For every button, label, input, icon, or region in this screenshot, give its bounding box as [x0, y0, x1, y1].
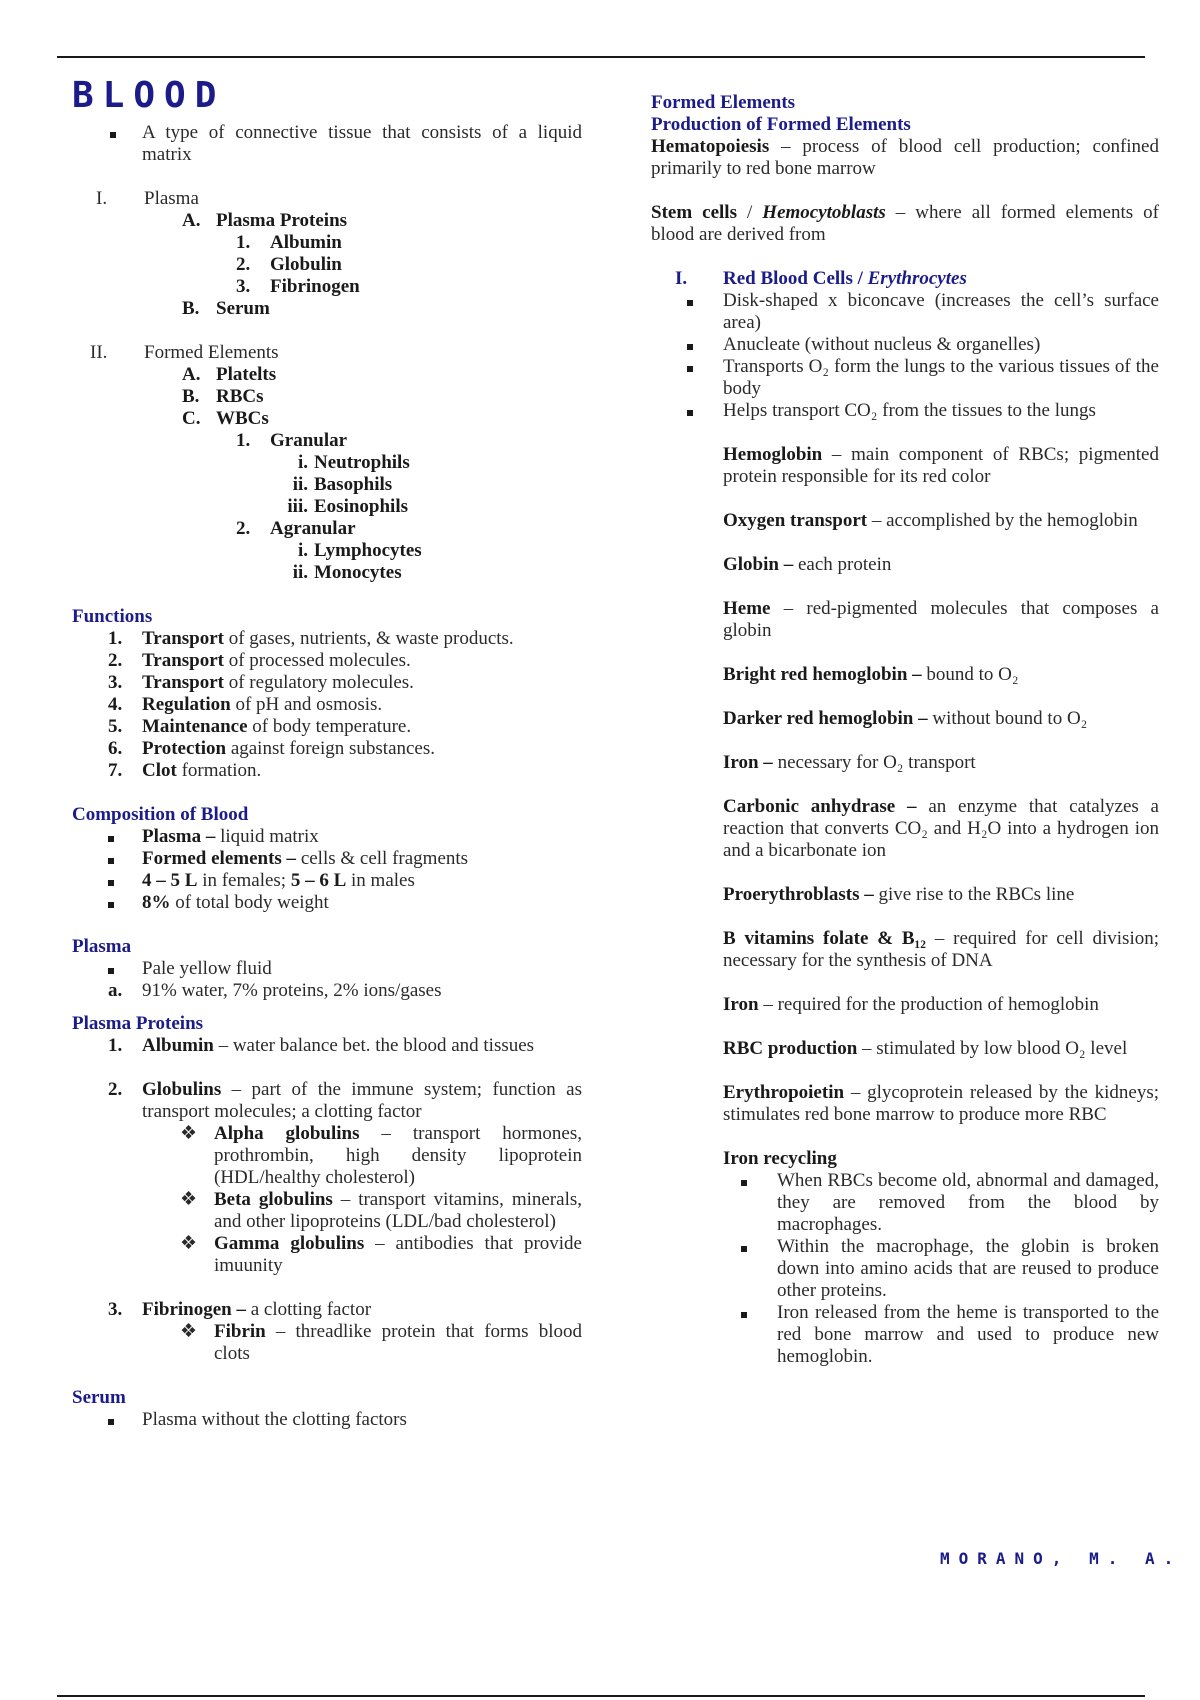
- rbc-heading: I. Red Blood Cells / Erythrocytes: [675, 268, 967, 289]
- outline-granular: 1. Granular: [236, 430, 348, 451]
- bullet-icon: [687, 366, 693, 372]
- bullet-icon: [687, 410, 693, 416]
- globulins-item: 2. Globulins – part of the immune system; function as transport molecules; a clotting factor: [108, 1079, 582, 1122]
- serum-heading: Serum: [72, 1387, 126, 1408]
- bullet-icon: [108, 902, 114, 908]
- function-item: 5. Maintenance of body temperature.: [108, 716, 412, 737]
- fibrinogen-item: 3. Fibrinogen – a clotting factor: [108, 1299, 372, 1320]
- iron-recycling-list: [741, 1170, 1159, 1368]
- bullet-icon: [108, 1419, 114, 1425]
- outline-serum: B. Serum: [182, 298, 270, 319]
- function-item: 6. Protection against foreign substances.: [108, 738, 436, 759]
- outline-rbcs: B. RBCs: [182, 386, 264, 407]
- composition-plasma: Plasma – liquid matrix: [108, 826, 582, 848]
- bullet-icon: [687, 300, 693, 306]
- bullet-icon: [741, 1180, 747, 1186]
- term-erythropoietin: Erythropoietin – glycoprotein released by the kidneys; stimulates red bone marrow to produce more RBC: [723, 1082, 1159, 1125]
- composition-volume: 4 – 5 L in females; 5 – 6 L in males: [108, 870, 582, 892]
- term-darker-red: Darker red hemoglobin – without bound to O₂: [723, 708, 1088, 729]
- stem-cells-def: Stem cells / Hemocytoblasts – where all formed elements of blood are derived from: [651, 202, 1159, 245]
- outline-fibrinogen: 3. Fibrinogen: [236, 276, 360, 297]
- bullet-icon: [741, 1312, 747, 1318]
- term-iron-production: Iron – required for the production of hemoglobin: [723, 994, 1099, 1015]
- term-carbonic-anhydrase: Carbonic anhydrase – an enzyme that catalyzes a reaction that converts CO₂ and H₂O into a hydrogen ion and a bicarbonate ion: [723, 796, 1159, 861]
- outline-globulin: 2. Globulin: [236, 254, 342, 275]
- plasma-item: Pale yellow fluid: [108, 958, 582, 980]
- outline-eosinophils: iii. Eosinophils: [287, 496, 408, 517]
- outline-agranular: 2. Agranular: [236, 518, 356, 539]
- diamond-bullet-icon: ❖: [180, 1189, 198, 1210]
- bottom-rule: [57, 1695, 1145, 1697]
- diamond-bullet-icon: ❖: [180, 1123, 198, 1144]
- fibrin-item: ❖ Fibrin – threadlike protein that forms blood clots: [180, 1321, 582, 1364]
- left-column: [72, 70, 582, 1431]
- production-heading: Production of Formed Elements: [651, 114, 911, 135]
- term-hemoglobin: Hemoglobin – main component of RBCs; pigmented protein responsible for its red color: [723, 444, 1159, 487]
- term-rbc-production: RBC production – stimulated by low blood O₂ level: [723, 1038, 1128, 1059]
- gamma-globulins-item: ❖ Gamma globulins – antibodies that provide imuunity: [180, 1233, 582, 1276]
- outline-lymphocytes: i. Lymphocytes: [297, 540, 422, 561]
- diamond-bullet-icon: ❖: [180, 1321, 198, 1342]
- term-globin: Globin – each protein: [723, 554, 892, 575]
- functions-heading: Functions: [72, 606, 153, 627]
- function-item: 3. Transport of regulatory molecules.: [108, 672, 414, 693]
- top-rule: [57, 56, 1145, 58]
- bullet-icon: [108, 858, 114, 864]
- plasma-item: a. 91% water, 7% proteins, 2% ions/gases: [108, 980, 442, 1001]
- outline-basophils: ii. Basophils: [292, 474, 393, 495]
- term-iron: Iron – necessary for O₂ transport: [723, 752, 976, 773]
- intro-item: A type of connective tissue that consists of a liquid matrix: [110, 122, 582, 166]
- rbc-item: Helps transport CO₂ from the tissues to the lungs: [687, 400, 1159, 422]
- function-item: 1. Transport of gases, nutrients, & waste products.: [108, 628, 514, 649]
- outline-neutrophils: i. Neutrophils: [297, 452, 410, 473]
- outline-platelets: A. Platelts: [182, 364, 277, 385]
- terms-list: [723, 444, 1159, 1368]
- outline-monocytes: ii. Monocytes: [292, 562, 402, 583]
- iron-recycling-heading: Iron recycling: [723, 1148, 837, 1169]
- recycle-item: Iron released from the heme is transported to the red bone marrow and used to produce new hemoglobin.: [741, 1302, 1159, 1368]
- plasma-proteins-heading: Plasma Proteins: [72, 1013, 204, 1034]
- rbc-item: Anucleate (without nucleus & organelles): [687, 334, 1159, 356]
- function-item: 2. Transport of processed molecules.: [108, 650, 411, 671]
- composition-heading: Composition of Blood: [72, 804, 249, 825]
- outline-formed: II. Formed Elements: [90, 342, 279, 363]
- outline-plasma: I. Plasma: [96, 188, 199, 209]
- term-bright-red: Bright red hemoglobin – bound to O₂: [723, 664, 1019, 685]
- plasma-heading: Plasma: [72, 936, 132, 957]
- diamond-bullet-icon: ❖: [180, 1233, 198, 1254]
- composition-formed: Formed elements – cells & cell fragments: [108, 848, 582, 870]
- beta-globulins-item: ❖ Beta globulins – transport vitamins, minerals, and other lipoproteins (LDL/bad cholesterol): [180, 1189, 582, 1232]
- albumin-item: 1. Albumin – water balance bet. the blood and tissues: [108, 1035, 535, 1056]
- outline-wbcs: C. WBCs: [182, 408, 269, 429]
- formed-elements-heading: Formed Elements: [651, 92, 796, 113]
- function-item: 7. Clot formation.: [108, 760, 262, 781]
- term-b-vitamins: B vitamins folate & B₁₂ – required for cell division; necessary for the synthesis of DNA: [723, 928, 1160, 971]
- functions-list: [72, 628, 582, 782]
- rbc-item: Transports O₂ form the lungs to the various tissues of the body: [687, 356, 1159, 400]
- composition-weight: 8% of total body weight: [108, 892, 582, 914]
- outline-albumin: 1. Albumin: [236, 232, 342, 253]
- bullet-icon: [108, 968, 114, 974]
- serum-item: Plasma without the clotting factors: [108, 1409, 582, 1431]
- recycle-item: Within the macrophage, the globin is broken down into amino acids that are reused to produce other proteins.: [741, 1236, 1159, 1302]
- outline-plasma-proteins: A. Plasma Proteins: [182, 210, 348, 231]
- rbc-item: Disk-shaped x biconcave (increases the cell’s surface area): [687, 290, 1159, 334]
- bullet-icon: [687, 344, 693, 350]
- author-signature: MORANO, M. A.: [940, 1549, 1183, 1568]
- alpha-globulins-item: ❖ Alpha globulins – transport hormones, prothrombin, high density lipoprotein (HDL/healthy cholesterol): [180, 1123, 582, 1188]
- rbc-list: [687, 290, 1159, 422]
- term-proerythroblasts: Proerythroblasts – give rise to the RBCs line: [723, 884, 1075, 905]
- bullet-icon: [110, 132, 116, 138]
- bullet-icon: [108, 836, 114, 842]
- function-item: 4. Regulation of pH and osmosis.: [108, 694, 383, 715]
- bullet-icon: [741, 1246, 747, 1252]
- term-heme: Heme – red-pigmented molecules that composes a globin: [723, 598, 1159, 641]
- term-oxygen-transport: Oxygen transport – accomplished by the hemoglobin: [723, 510, 1138, 531]
- recycle-item: When RBCs become old, abnormal and damaged, they are removed from the blood by macrophages.: [741, 1170, 1159, 1236]
- bullet-icon: [108, 880, 114, 886]
- right-column: [651, 92, 1159, 1368]
- hematopoiesis-def: Hematopoiesis – process of blood cell production; confined primarily to red bone marrow: [651, 136, 1159, 179]
- page-title: BLOOD: [72, 75, 226, 116]
